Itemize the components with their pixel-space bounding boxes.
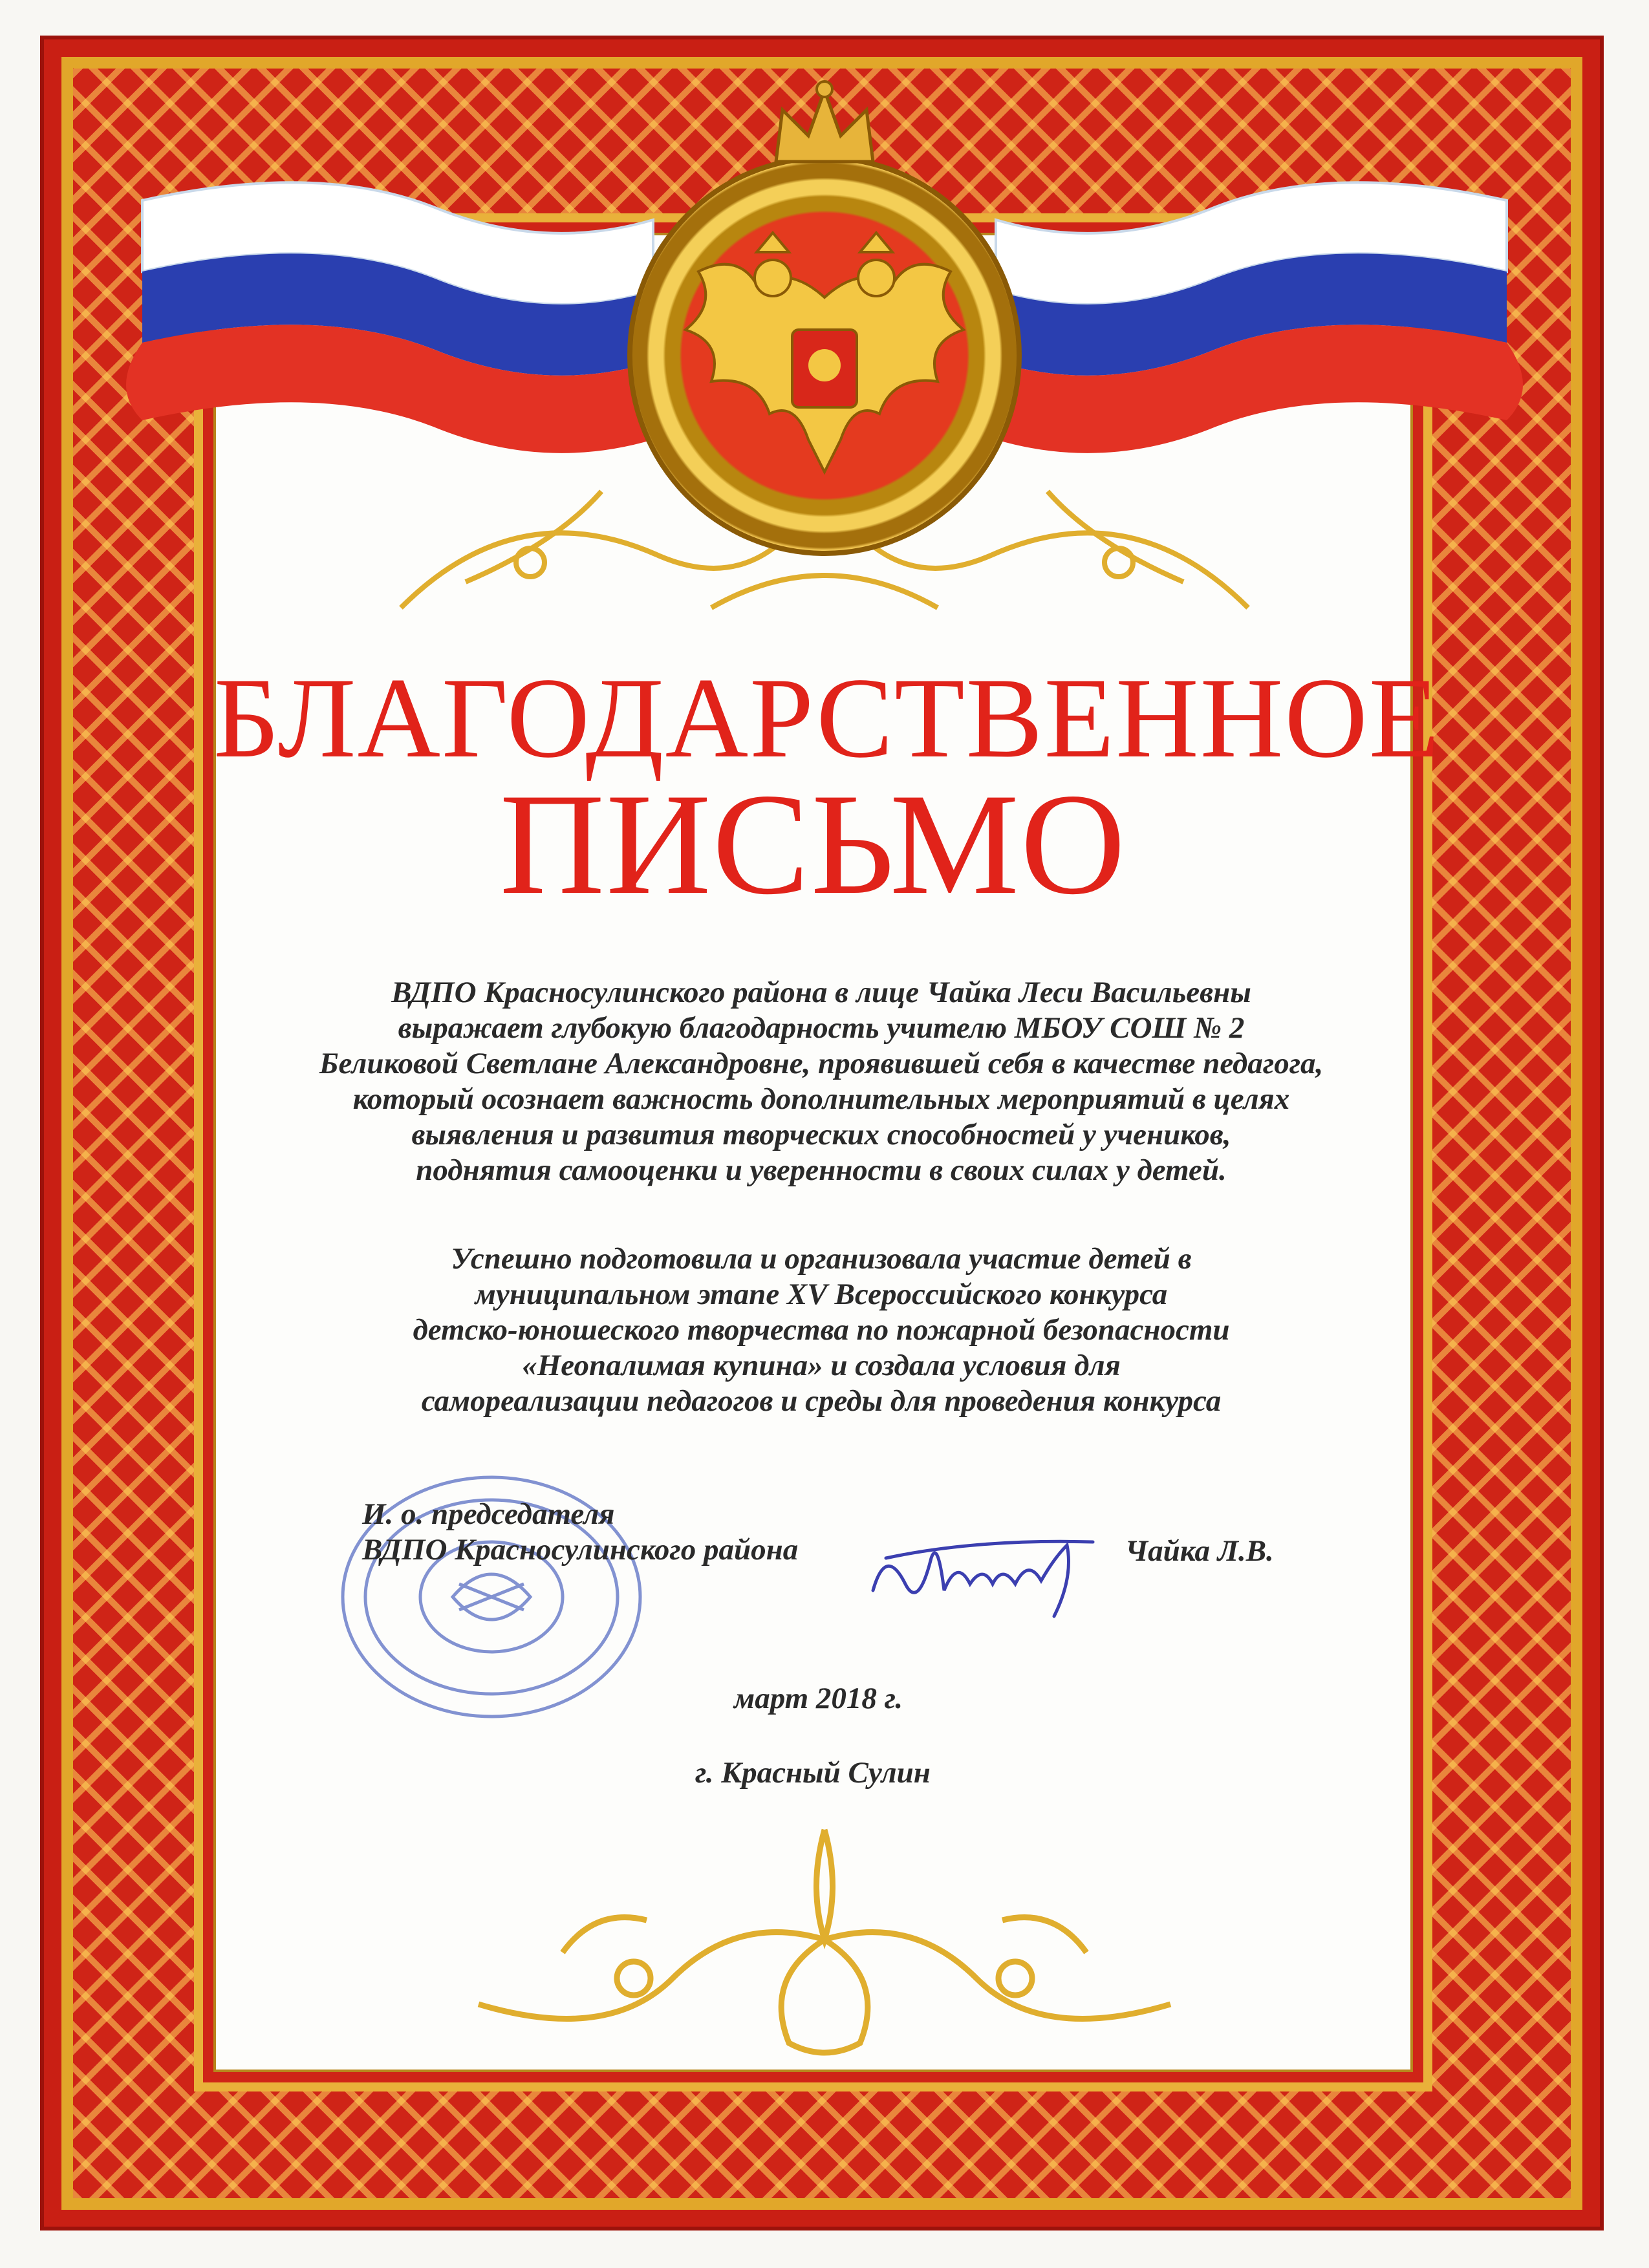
text-line: «Неопалимая купина» и создала условия для — [522, 1349, 1121, 1382]
text-line: Успешно подготовила и организовала участие детей в — [451, 1242, 1192, 1276]
title-line-2: ПИСЬМО — [499, 763, 1127, 925]
achievement-paragraph — [272, 1241, 1371, 1419]
text-line: муниципальном этапе XV Всероссийского конкурса — [475, 1278, 1168, 1311]
signatory-role-line-1: И. о. председателя — [362, 1497, 615, 1531]
text-line: Беликовой Светлане Александровне, проявившей себя в качестве педагога, — [319, 1047, 1324, 1080]
text-line: который осознает важность дополнительных мероприятий в целях — [352, 1082, 1290, 1116]
text-line: поднятия самооценки и уверенности в своих силах у детей. — [416, 1153, 1227, 1187]
text-line: ВДПО Красносулинского района в лице Чайка Леси Васильевны — [391, 976, 1251, 1009]
handwritten-signature — [860, 1519, 1106, 1623]
signatory-role-line-2: ВДПО Красносулинского района — [362, 1533, 799, 1567]
issue-city: г. Красный Сулин — [695, 1756, 931, 1790]
issue-date: март 2018 г. — [734, 1682, 903, 1715]
title-line-1: БЛАГОДАРСТВЕННОЕ — [213, 654, 1441, 782]
text-line: самореализации педагогов и среды для проведения конкурса — [421, 1384, 1222, 1418]
double-headed-eagle-icon — [660, 226, 989, 491]
text-line: детско-юношеского творчества по пожарной безопасности — [413, 1313, 1230, 1347]
text-line: выявления и развития творческих способностей у учеников, — [411, 1118, 1231, 1151]
text-line: выражает глубокую благодарность учителю МБОУ СОШ № 2 — [398, 1011, 1245, 1045]
gratitude-paragraph — [272, 975, 1371, 1188]
crown-icon — [763, 78, 886, 175]
gold-flourish-bottom — [401, 1810, 1248, 2069]
signatory-name: Чайка Л.В. — [1125, 1534, 1274, 1568]
